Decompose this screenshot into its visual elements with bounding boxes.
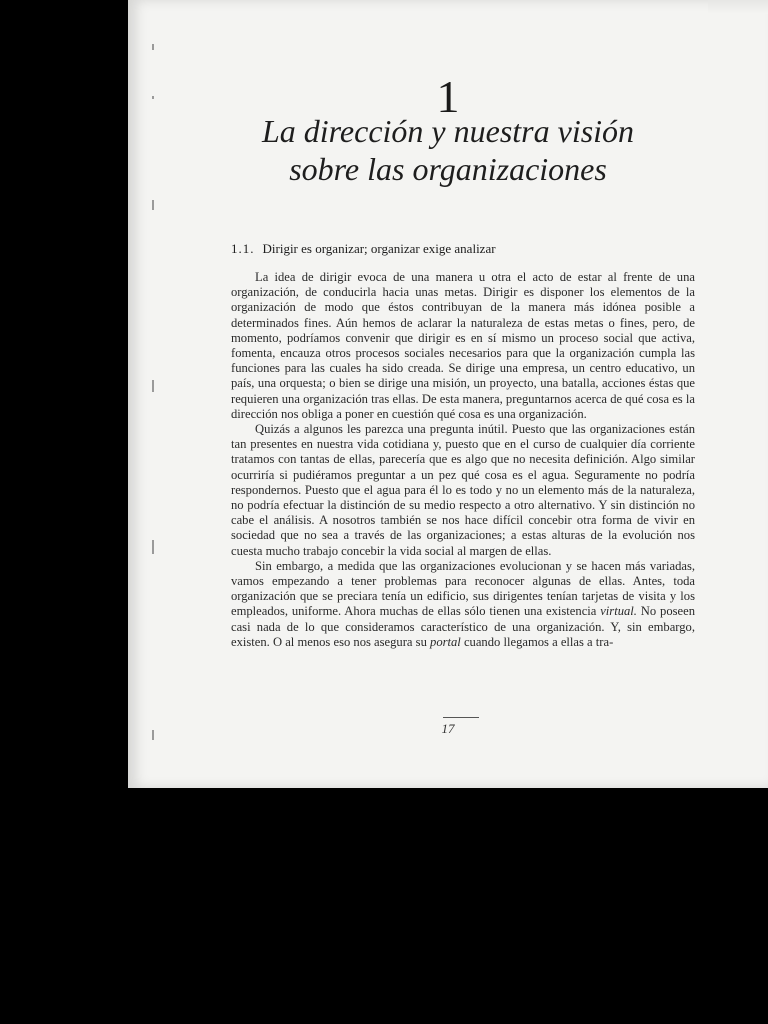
margin-mark: [152, 380, 154, 392]
margin-mark: [152, 44, 154, 50]
emphasis-virtual: virtual.: [600, 604, 637, 619]
chapter-number: 1: [436, 71, 460, 122]
chapter-title-line: La dirección y nuestra visión: [261, 113, 635, 149]
folio-rule: [443, 717, 479, 718]
emphasis-portal: portal: [430, 634, 461, 649]
book-page: [128, 0, 768, 788]
body-text: [231, 270, 695, 650]
paragraph-text: Sin embargo, a medida que las organizaciones evolucionan y se hacen más variadas, vamos empezando a tener problemas para reconocer algunas de ellas. Antes, toda organización que se preciara tenía un edificio, sus dirigentes tenían tarjetas de visita y los empleados, uniforme. Ahora muchas de ellas sólo tienen una existencia: [231, 558, 695, 619]
paragraph: [231, 559, 695, 650]
page-corner: [708, 0, 768, 14]
chapter-title: [128, 112, 768, 188]
paragraph-text: No poseen casi nada de lo que consideramos característico de una organización. Y, sin embargo, existen. O al menos eso nos asegura su: [231, 604, 695, 649]
paragraph-text: cuando llegamos a ellas a tra-: [460, 634, 614, 649]
margin-mark: [152, 200, 154, 210]
section-heading: [231, 241, 496, 257]
page-number: 17: [441, 721, 455, 736]
section-number: 1.1.: [231, 241, 255, 256]
section-title: Dirigir es organizar; organizar exige analizar: [262, 241, 496, 256]
paragraph: La idea de dirigir evoca de una manera u otra el acto de estar al frente de una organización, de conducirla hacia unas metas. Dirigir es disponer los elementos de la organización de modo que éstos contribuyan de la manera más idónea posible a determinados fines. Aún hemos de aclarar la naturaleza de estas metas o fines, pero, de momento, podríamos convenir que dirigir es en sí mismo un proceso social que activa, fomenta, encauza otros procesos sociales necesarios para que la organización cumpla las funciones para las cuales ha sido creada. Se dirige una empresa, un centro educativo, un país, una orquesta; o bien se dirige una misión, un proyecto, una batalla, acciones éstas que requieren una organización tras ellas. De esta manera, preguntarnos acerca de qué cosa es la dirección nos obliga a poner en cuestión qué cosa es una organización.: [231, 270, 695, 421]
margin-mark: [152, 540, 154, 554]
paragraph: Quizás a algunos les parezca una pregunta inútil. Puesto que las organizaciones están tan presentes en nuestra vida cotidiana y, puesto que en el curso de cualquier día corriente tratamos con tantas de ellas, parecería que es algo que no necesita definición. Algo similar ocurriría si pudiéramos preguntar a un pez qué cosa es el agua. Seguramente no podría respondernos. Puesto que el agua para él lo es todo y no un elemento más de la naturaleza, no podría efectuar la distinción de su medio respecto a otro alternativo. Y sin distinción no cabe el análisis. A nosotros también se nos hace difícil concebir otra forma de vivir en sociedad que no sea a través de las organizaciones; a estas alturas de la evolución nos cuesta mucho trabajo concebir la vida social al margen de ellas.: [231, 422, 695, 558]
chapter-title-line: sobre las organizaciones: [289, 151, 607, 187]
